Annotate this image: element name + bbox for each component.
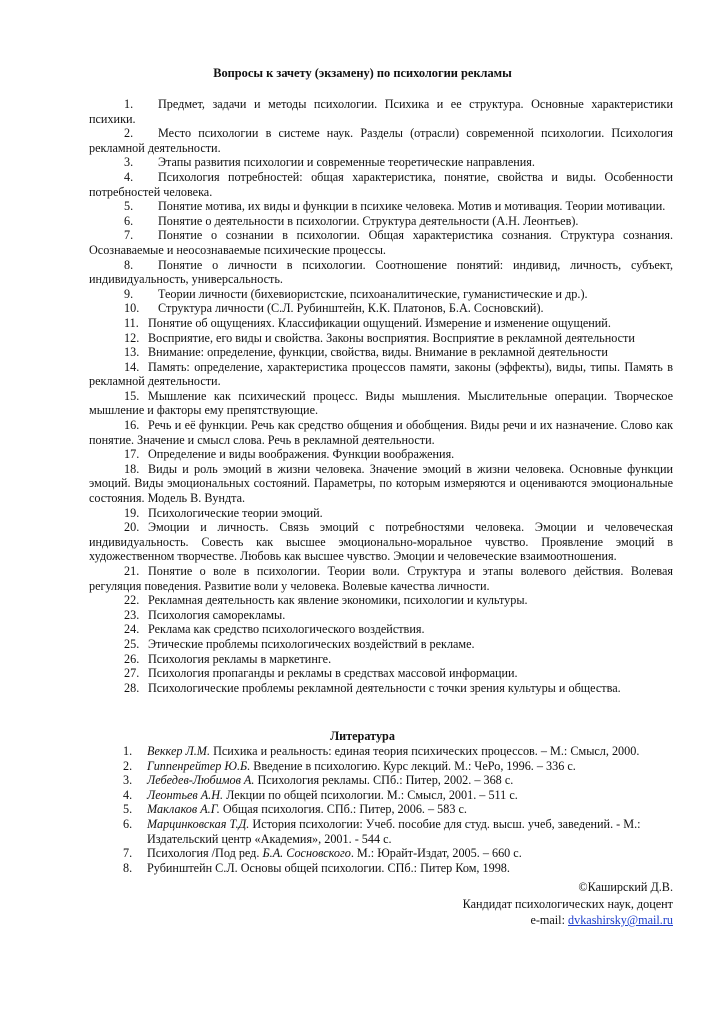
question-number: 13.	[124, 345, 140, 360]
question-item	[89, 214, 673, 229]
question-item	[89, 666, 673, 681]
question-number: 20.	[124, 520, 140, 535]
question-item	[89, 447, 673, 462]
question-text: Этапы развития психологии и современные теоретические направления.	[158, 155, 535, 170]
question-text: Психология потребностей: общая характеристика, понятие, свойства и виды. Особенности потребностей человека.	[89, 169, 673, 199]
question-text: Речь и её функции. Речь как средство общения и обобщения. Виды речи и их назначение. Слово как понятие. Значение и смысл слова. Речь в рекламной деятельности.	[89, 418, 673, 447]
question-item	[89, 564, 673, 593]
question-item	[89, 126, 673, 155]
question-item	[89, 258, 673, 287]
question-number: 19.	[124, 505, 140, 520]
question-text: Мышление как психический процесс. Виды мышления. Мыслительные операции. Творческое мышление и факторы ему препятствующие.	[89, 388, 673, 418]
literature-title: Литература	[330, 729, 395, 743]
question-item	[89, 389, 673, 418]
question-text: Память: определение, характеристика процессов памяти, законы (эффекты), виды, типы. Память в рекламной деятельности.	[89, 359, 673, 389]
question-text: Психология саморекламы.	[148, 607, 286, 622]
question-item	[89, 170, 673, 199]
literature-text: История психологии: Учеб. пособие для студ. высш. учеб, заведений. - М.: Издательский центр «Академия», 2001. - 544 с.	[147, 816, 641, 846]
literature-item	[89, 802, 673, 817]
question-item	[89, 228, 673, 257]
literature-item	[89, 817, 673, 846]
literature-author: Марцинковская Т.Д.	[147, 816, 250, 831]
question-number: 8.	[124, 257, 134, 272]
question-text: Теории личности (бихевиористские, психоаналитические, гуманистические и др.).	[158, 286, 588, 301]
literature-author: Б.А. Сосновского	[262, 846, 351, 861]
author-email-line	[273, 912, 673, 929]
question-text: Виды и роль эмоций в жизни человека. Значение эмоций в жизни человека. Основные функции эмоций. Виды эмоциональных состояний. Параметры, по которым измеряются и оцениваются эмоциональные состояния. Модель В. Вундта.	[89, 461, 673, 506]
literature-item	[89, 759, 673, 774]
literature-number: 6.	[123, 816, 133, 831]
literature-list	[89, 744, 673, 875]
question-item	[89, 520, 673, 564]
literature-text: Введение в психологию. Курс лекций. М.: ЧеРо, 1996. – 336 с.	[250, 758, 576, 773]
literature-text: Общая психология. СПб.: Питер, 2006. – 583 с.	[219, 802, 467, 817]
question-text: Психологические проблемы рекламной деятельности с точки зрения культуры и общества.	[148, 680, 621, 695]
literature-item	[89, 773, 673, 788]
literature-author: Гиппенрейтер Ю.Б.	[147, 758, 251, 773]
question-text: Понятие о личности в психологии. Соотношение понятий: индивид, личность, субъект, индивидуальность, универсальность.	[89, 257, 673, 287]
literature-author: Маклаков А.Г.	[147, 802, 220, 817]
literature-number: 5.	[123, 802, 133, 817]
literature-text: Лекции по общей психологии. М.: Смысл, 2001. – 511 с.	[223, 787, 518, 802]
question-number: 10.	[124, 301, 140, 316]
question-number: 27.	[124, 666, 140, 681]
question-number: 5.	[124, 199, 134, 214]
question-text: Понятие о деятельности в психологии. Структура деятельности (А.Н. Леонтьев).	[158, 213, 579, 228]
email-link[interactable]: dvkashirsky@mail.ru	[568, 913, 673, 927]
question-number: 3.	[124, 155, 134, 170]
question-item	[89, 301, 673, 316]
question-number: 1.	[124, 97, 134, 111]
question-text: Понятие о сознании в психологии. Общая характеристика сознания. Структура сознания. Осознаваемые и неосознаваемые психические процессы.	[89, 228, 673, 257]
question-number: 4.	[124, 169, 134, 184]
question-text: Место психологии в системе наук. Разделы (отрасли) современной психологии. Психология рекламной деятельности.	[89, 126, 673, 155]
question-number: 25.	[124, 636, 140, 651]
question-number: 21.	[124, 564, 140, 578]
question-item	[89, 593, 673, 608]
question-number: 26.	[124, 651, 140, 666]
literature-author: Веккер Л.М.	[147, 744, 211, 758]
literature-item	[89, 846, 673, 861]
question-item	[89, 637, 673, 652]
question-number: 11.	[124, 315, 139, 330]
question-item	[89, 608, 673, 623]
literature-text: Психология /Под ред.	[147, 846, 263, 861]
question-number: 14.	[124, 359, 140, 374]
question-text: Психология рекламы в маркетинге.	[148, 651, 332, 666]
literature-item	[89, 744, 673, 759]
email-label: e-mail:	[530, 913, 568, 927]
question-number: 9.	[124, 286, 134, 301]
question-text: Определение и виды воображения. Функции воображения.	[148, 447, 455, 462]
question-item	[89, 681, 673, 696]
literature-number: 4.	[123, 787, 133, 802]
question-text: Психология пропаганды и рекламы в средствах массовой информации.	[148, 666, 518, 681]
question-item	[89, 360, 673, 389]
question-number: 12.	[124, 330, 140, 345]
question-item	[89, 155, 673, 170]
question-number: 6.	[124, 213, 134, 228]
question-text: Предмет, задачи и методы психологии. Психика и ее структура. Основные характеристики психики.	[89, 97, 673, 126]
question-number: 15.	[124, 388, 140, 403]
literature-text: . М.: Юрайт-Издат, 2005. – 660 с.	[350, 846, 522, 861]
literature-author: Леонтьев А.Н.	[147, 787, 224, 802]
question-number: 17.	[124, 447, 140, 462]
question-item	[89, 652, 673, 667]
question-item	[89, 97, 673, 126]
question-text: Понятие о воле в психологии. Теории воли. Структура и этапы волевого действия. Волевая регуляция поведения. Развитие воли у человека. Волевые качества личности.	[89, 564, 673, 593]
question-item	[89, 622, 673, 637]
question-text: Внимание: определение, функции, свойства, виды. Внимание в рекламной деятельности	[148, 345, 608, 360]
literature-number: 7.	[123, 846, 133, 861]
question-text: Психологические теории эмоций.	[148, 505, 323, 520]
author-position: Кандидат психологических наук, доцент	[462, 896, 673, 911]
question-text: Структура личности (С.Л. Рубинштейн, К.К. Платонов, Б.А. Сосновский).	[158, 301, 544, 316]
signature-block	[273, 879, 673, 929]
question-text: Восприятие, его виды и свойства. Законы восприятия. Восприятие в рекламной деятельности	[148, 330, 635, 345]
literature-text: Психология рекламы. СПб.: Питер, 2002. – 368 с.	[254, 773, 514, 788]
question-text: Рекламная деятельность как явление экономики, психологии и культуры.	[148, 593, 528, 608]
literature-number: 8.	[123, 860, 133, 875]
literature-number: 3.	[123, 773, 133, 788]
question-text: Реклама как средство психологического воздействия.	[148, 622, 425, 637]
question-number: 22.	[124, 593, 140, 608]
question-text: Этические проблемы психологических воздействий в рекламе.	[148, 636, 475, 651]
question-item	[89, 287, 673, 302]
literature-number: 1.	[123, 744, 133, 758]
question-number: 2.	[124, 126, 134, 141]
literature-number: 2.	[123, 758, 133, 773]
question-item	[89, 199, 673, 214]
literature-text: Рубинштейн С.Л. Основы общей психологии. СПб.: Питер Ком, 1998.	[147, 860, 510, 875]
question-item	[89, 462, 673, 506]
question-text: Понятие об ощущениях. Классификации ощущений. Измерение и изменение ощущений.	[148, 315, 611, 330]
literature-item	[89, 861, 673, 876]
question-item	[89, 331, 673, 346]
question-item	[89, 316, 673, 331]
question-number: 18.	[124, 461, 140, 476]
question-number: 7.	[124, 228, 134, 243]
literature-item	[89, 788, 673, 803]
question-item	[89, 345, 673, 360]
question-text: Эмоции и личность. Связь эмоций с потребностями человека. Эмоции и человеческая индивидуальность. Совесть как высшее эмоционально-моральное чувство. Проявление эмоций в художественном творчестве. Любовь как высшее чувство. Эмоции и человеческие взаимоотношения.	[89, 520, 673, 564]
literature-text: Психика и реальность: единая теория психических процессов. – М.: Смысл, 2000.	[210, 744, 640, 758]
author-name: ©Каширский Д.В.	[578, 880, 673, 894]
document-title: Вопросы к зачету (экзамену) по психологии рекламы	[213, 66, 512, 80]
question-number: 23.	[124, 607, 140, 622]
question-number: 24.	[124, 622, 140, 637]
question-number: 28.	[124, 680, 140, 695]
question-number: 16.	[124, 418, 140, 433]
question-text: Понятие мотива, их виды и функции в психике человека. Мотив и мотивация. Теории мотивации.	[158, 199, 666, 214]
literature-author: Лебедев-Любимов А.	[147, 773, 255, 788]
question-item	[89, 506, 673, 521]
questions-list	[89, 97, 673, 695]
question-item	[89, 418, 673, 447]
